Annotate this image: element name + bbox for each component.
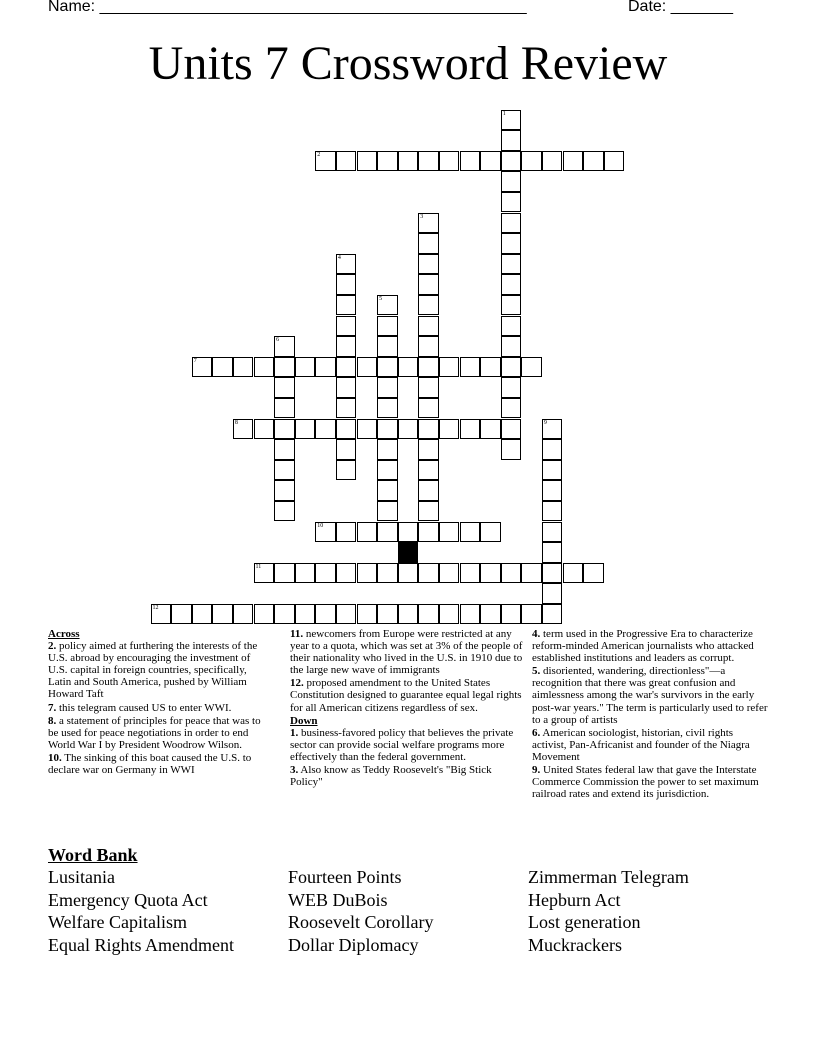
word-bank-item: Dollar Diplomacy xyxy=(288,934,419,955)
grid-cell[interactable] xyxy=(542,151,563,172)
grid-cell[interactable] xyxy=(315,563,336,584)
clue-number: 11 xyxy=(255,563,262,570)
clue-text: newcomers from Europe were restricted at any year to a quota, which was set at 3% of the people of their nationality who lived in the U.S. in 1910 due to the large new wave of immigrants xyxy=(290,628,523,677)
grid-cell[interactable] xyxy=(460,357,481,378)
grid-cell[interactable] xyxy=(315,357,336,378)
grid-cell[interactable] xyxy=(315,522,336,543)
grid-cell[interactable] xyxy=(398,604,419,625)
grid-cell[interactable] xyxy=(501,563,522,584)
clue-number-label: 5. xyxy=(532,665,541,678)
grid-cell[interactable] xyxy=(254,563,275,584)
grid-cell[interactable] xyxy=(377,357,398,378)
grid-cell[interactable] xyxy=(460,563,481,584)
grid-cell[interactable] xyxy=(460,604,481,625)
grid-cell[interactable] xyxy=(377,419,398,440)
grid-cell[interactable] xyxy=(418,460,439,481)
clue-number: 10 xyxy=(317,522,324,529)
grid-cell[interactable] xyxy=(583,563,604,584)
grid-cell[interactable] xyxy=(542,542,563,563)
page-title: Units 7 Crossword Review xyxy=(148,37,668,90)
clue-number-label: 7. xyxy=(48,701,57,714)
clue-text: business-favored policy that believes the private sector can provide social welfare programs more effectively than the federal government. xyxy=(290,726,514,763)
clue-number: 4 xyxy=(337,254,341,261)
word-bank-item: Zimmerman Telegram xyxy=(528,867,689,887)
across-heading: Across xyxy=(48,628,80,640)
clue-text: American sociologist, historian, civil rights activist, Pan-Africanist and founder of the Niagra Movement xyxy=(532,726,750,763)
grid-cell[interactable] xyxy=(315,419,336,440)
across-clue-list-continued xyxy=(290,628,524,714)
grid-cell[interactable] xyxy=(501,213,522,234)
grid-cell[interactable] xyxy=(274,480,295,501)
grid-cell[interactable] xyxy=(542,563,563,584)
clue-number-label: 11. xyxy=(290,628,304,640)
grid-cell[interactable] xyxy=(315,151,336,172)
grid-cell[interactable] xyxy=(377,377,398,398)
clue-number: 3 xyxy=(420,213,424,220)
grid-cell[interactable] xyxy=(521,357,542,378)
grid-cell[interactable] xyxy=(501,192,522,213)
grid-cell[interactable] xyxy=(542,501,563,522)
word-bank-item: Muckrackers xyxy=(528,934,622,955)
grid-cell[interactable] xyxy=(233,604,254,625)
grid-cell[interactable] xyxy=(480,522,501,543)
grid-cell[interactable] xyxy=(274,604,295,625)
clue-number: 7 xyxy=(193,357,197,364)
word-bank-item: Lusitania xyxy=(48,867,115,887)
grid-cell[interactable] xyxy=(357,604,378,625)
clue-number-label: 4. xyxy=(532,628,541,640)
clue-number: 8 xyxy=(234,419,238,426)
across-clue-list xyxy=(48,640,270,776)
grid-cell[interactable] xyxy=(542,480,563,501)
grid-cell[interactable] xyxy=(377,336,398,357)
clue-item xyxy=(48,752,270,776)
grid-cell[interactable] xyxy=(274,398,295,419)
clue-text: this telegram caused US to enter WWI. xyxy=(56,701,232,714)
grid-cell[interactable] xyxy=(274,563,295,584)
clue-item xyxy=(290,677,524,713)
clue-item xyxy=(48,640,270,700)
grid-cell[interactable] xyxy=(336,398,357,419)
grid-cell[interactable] xyxy=(604,151,625,172)
grid-cell[interactable] xyxy=(336,295,357,316)
clue-number-label: 12. xyxy=(290,677,304,690)
clue-text: disoriented, wandering, directionless"—a recognition that there was great confusion and aimlessness among the war's survivors in the early post-war years." The term is particularly used to refer to a group of artists xyxy=(532,665,768,726)
grid-cell[interactable] xyxy=(439,604,460,625)
word-bank-item: Emergency Quota Act xyxy=(48,889,208,910)
grid-cell[interactable] xyxy=(357,563,378,584)
grid-cell[interactable] xyxy=(418,419,439,440)
word-bank-item: Roosevelt Corollary xyxy=(288,912,434,933)
grid-cell[interactable] xyxy=(418,377,439,398)
grid-cell[interactable] xyxy=(418,213,439,234)
clue-text: proposed amendment to the United States Constitution designed to guarantee equal legal rights for all American citizens regardless of sex. xyxy=(290,677,522,714)
clue-number-label: 9. xyxy=(532,764,541,777)
clue-text: a statement of principles for peace that was to be used for peace negotiations in order to end World War I by President Woodrow Wilson. xyxy=(48,714,261,751)
grid-cell[interactable] xyxy=(171,604,192,625)
name-field-label: Name: ________________________________________________ xyxy=(48,0,527,15)
clue-item xyxy=(290,727,524,763)
grid-cell[interactable] xyxy=(357,419,378,440)
grid-cell[interactable] xyxy=(418,398,439,419)
grid-cell[interactable] xyxy=(501,377,522,398)
grid-cell[interactable] xyxy=(212,357,233,378)
grid-cell[interactable] xyxy=(418,501,439,522)
black-cell xyxy=(398,542,419,563)
grid-cell[interactable] xyxy=(151,604,172,625)
grid-cell[interactable] xyxy=(501,254,522,275)
grid-cell[interactable] xyxy=(274,460,295,481)
down-clue-list-continued xyxy=(532,628,770,800)
grid-cell[interactable] xyxy=(501,336,522,357)
clue-number-label: 8. xyxy=(48,714,57,727)
clues-column-2 xyxy=(290,628,524,789)
grid-cell[interactable] xyxy=(418,563,439,584)
grid-cell[interactable] xyxy=(212,604,233,625)
grid-cell[interactable] xyxy=(192,604,213,625)
clue-text: United States federal law that gave the Interstate Commerce Commission the power to set maximum railroad rates and extend its jurisdiction. xyxy=(532,764,759,801)
grid-cell[interactable] xyxy=(480,563,501,584)
grid-cell[interactable] xyxy=(398,151,419,172)
grid-cell[interactable] xyxy=(501,419,522,440)
grid-cell[interactable] xyxy=(501,357,522,378)
grid-cell[interactable] xyxy=(377,316,398,337)
clue-number-label: 6. xyxy=(532,726,541,739)
grid-cell[interactable] xyxy=(542,460,563,481)
grid-cell[interactable] xyxy=(295,604,316,625)
grid-cell[interactable] xyxy=(398,419,419,440)
grid-cell[interactable] xyxy=(336,522,357,543)
grid-cell[interactable] xyxy=(480,151,501,172)
grid-cell[interactable] xyxy=(398,522,419,543)
grid-cell[interactable] xyxy=(377,522,398,543)
grid-cell[interactable] xyxy=(418,522,439,543)
grid-cell[interactable] xyxy=(295,563,316,584)
clue-item xyxy=(532,764,770,800)
grid-cell[interactable] xyxy=(501,274,522,295)
clue-text: Also know as Teddy Roosevelt's "Big Stick Policy" xyxy=(290,764,492,789)
grid-cell[interactable] xyxy=(439,419,460,440)
grid-cell[interactable] xyxy=(418,439,439,460)
grid-cell[interactable] xyxy=(439,357,460,378)
grid-cell[interactable] xyxy=(336,563,357,584)
word-bank-title: Word Bank xyxy=(48,845,138,865)
clue-number: 6 xyxy=(276,337,280,344)
clue-number: 9 xyxy=(543,419,547,426)
clue-number: 12 xyxy=(152,604,159,611)
grid-cell[interactable] xyxy=(480,419,501,440)
date-field-label: Date: _______ xyxy=(628,0,733,15)
grid-cell[interactable] xyxy=(521,563,542,584)
grid-cell[interactable] xyxy=(418,480,439,501)
clue-number: 5 xyxy=(379,295,383,302)
clues-column-3 xyxy=(532,628,770,801)
grid-cell[interactable] xyxy=(274,377,295,398)
clue-number-label: 2. xyxy=(48,640,57,653)
grid-cell[interactable] xyxy=(398,357,419,378)
word-bank-item: Welfare Capitalism xyxy=(48,912,187,933)
word-bank-item: WEB DuBois xyxy=(288,889,388,910)
grid-cell[interactable] xyxy=(418,357,439,378)
clues-column-1 xyxy=(48,628,270,777)
grid-cell[interactable] xyxy=(418,604,439,625)
grid-cell[interactable] xyxy=(336,336,357,357)
grid-cell[interactable] xyxy=(254,604,275,625)
word-bank-item: Hepburn Act xyxy=(528,889,621,910)
grid-cell[interactable] xyxy=(274,439,295,460)
grid-cell[interactable] xyxy=(274,501,295,522)
grid-cell[interactable] xyxy=(418,336,439,357)
grid-cell[interactable] xyxy=(501,233,522,254)
clue-text: The sinking of this boat caused the U.S. to declare war on Germany in WWI xyxy=(48,751,252,777)
grid-cell[interactable] xyxy=(542,604,563,625)
grid-cell[interactable] xyxy=(418,151,439,172)
clue-text: term used in the Progressive Era to characterize reform-minded American journalists who attacked established institutions and leaders as corrupt. xyxy=(532,628,754,665)
grid-cell[interactable] xyxy=(377,460,398,481)
grid-cell[interactable] xyxy=(501,130,522,151)
clue-number-label: 10. xyxy=(48,751,62,764)
grid-cell[interactable] xyxy=(357,357,378,378)
grid-cell[interactable] xyxy=(315,604,336,625)
grid-cell[interactable] xyxy=(377,295,398,316)
clue-item xyxy=(532,628,770,664)
grid-cell[interactable] xyxy=(336,460,357,481)
word-bank-item: Equal Rights Amendment xyxy=(48,934,234,955)
grid-cell[interactable] xyxy=(563,563,584,584)
clue-item xyxy=(290,764,524,788)
grid-cell[interactable] xyxy=(583,151,604,172)
clue-item xyxy=(532,665,770,725)
clue-number-label: 1. xyxy=(290,726,299,739)
clue-item xyxy=(48,715,270,751)
grid-cell[interactable] xyxy=(501,151,522,172)
grid-cell[interactable] xyxy=(336,419,357,440)
clue-number: 2 xyxy=(317,151,321,158)
grid-cell[interactable] xyxy=(418,233,439,254)
grid-cell[interactable] xyxy=(336,357,357,378)
grid-cell[interactable] xyxy=(274,336,295,357)
clue-item xyxy=(48,702,270,714)
grid-cell[interactable] xyxy=(521,604,542,625)
clue-item xyxy=(532,727,770,763)
grid-cell[interactable] xyxy=(460,419,481,440)
down-heading: Down xyxy=(290,714,318,727)
grid-cell[interactable] xyxy=(336,377,357,398)
grid-cell[interactable] xyxy=(336,316,357,337)
grid-cell[interactable] xyxy=(192,357,213,378)
grid-cell[interactable] xyxy=(501,171,522,192)
grid-cell[interactable] xyxy=(274,357,295,378)
grid-cell[interactable] xyxy=(501,316,522,337)
grid-cell[interactable] xyxy=(501,398,522,419)
word-bank-item: Lost generation xyxy=(528,912,641,933)
grid-cell[interactable] xyxy=(295,419,316,440)
clue-number: 1 xyxy=(502,110,506,117)
grid-cell[interactable] xyxy=(418,295,439,316)
grid-cell[interactable] xyxy=(357,522,378,543)
grid-cell[interactable] xyxy=(521,151,542,172)
word-bank-item: Fourteen Points xyxy=(288,867,402,887)
grid-cell[interactable] xyxy=(254,357,275,378)
grid-cell[interactable] xyxy=(398,563,419,584)
grid-cell[interactable] xyxy=(377,501,398,522)
grid-cell[interactable] xyxy=(336,604,357,625)
grid-cell[interactable] xyxy=(418,254,439,275)
grid-cell[interactable] xyxy=(439,522,460,543)
grid-cell[interactable] xyxy=(480,357,501,378)
grid-cell[interactable] xyxy=(377,151,398,172)
grid-cell[interactable] xyxy=(233,357,254,378)
grid-cell[interactable] xyxy=(336,151,357,172)
grid-cell[interactable] xyxy=(563,151,584,172)
grid-cell[interactable] xyxy=(542,583,563,604)
grid-cell[interactable] xyxy=(439,151,460,172)
grid-cell[interactable] xyxy=(542,439,563,460)
grid-cell[interactable] xyxy=(460,522,481,543)
grid-cell[interactable] xyxy=(377,439,398,460)
grid-cell[interactable] xyxy=(336,254,357,275)
grid-cell[interactable] xyxy=(233,419,254,440)
grid-cell[interactable] xyxy=(377,563,398,584)
grid-cell[interactable] xyxy=(501,295,522,316)
grid-cell[interactable] xyxy=(460,151,481,172)
grid-cell[interactable] xyxy=(336,274,357,295)
clue-number-label: 3. xyxy=(290,764,299,777)
grid-cell[interactable] xyxy=(357,151,378,172)
grid-cell[interactable] xyxy=(254,419,275,440)
grid-cell[interactable] xyxy=(295,357,316,378)
grid-cell[interactable] xyxy=(501,110,522,131)
down-clue-list xyxy=(290,727,524,788)
grid-cell[interactable] xyxy=(542,522,563,543)
grid-cell[interactable] xyxy=(377,480,398,501)
grid-cell[interactable] xyxy=(439,563,460,584)
grid-cell[interactable] xyxy=(377,398,398,419)
grid-cell[interactable] xyxy=(480,604,501,625)
grid-cell[interactable] xyxy=(336,439,357,460)
grid-cell[interactable] xyxy=(418,274,439,295)
grid-cell[interactable] xyxy=(418,316,439,337)
grid-cell[interactable] xyxy=(501,604,522,625)
grid-cell[interactable] xyxy=(377,604,398,625)
grid-cell[interactable] xyxy=(501,439,522,460)
grid-cell[interactable] xyxy=(542,419,563,440)
clue-item xyxy=(290,628,524,676)
grid-cell[interactable] xyxy=(274,419,295,440)
clue-text: policy aimed at furthering the interests of the U.S. abroad by encouraging the investment of U.S. capital in foreign countries, specifically, Latin and South America, pushed by William Howard Taft xyxy=(48,640,258,701)
